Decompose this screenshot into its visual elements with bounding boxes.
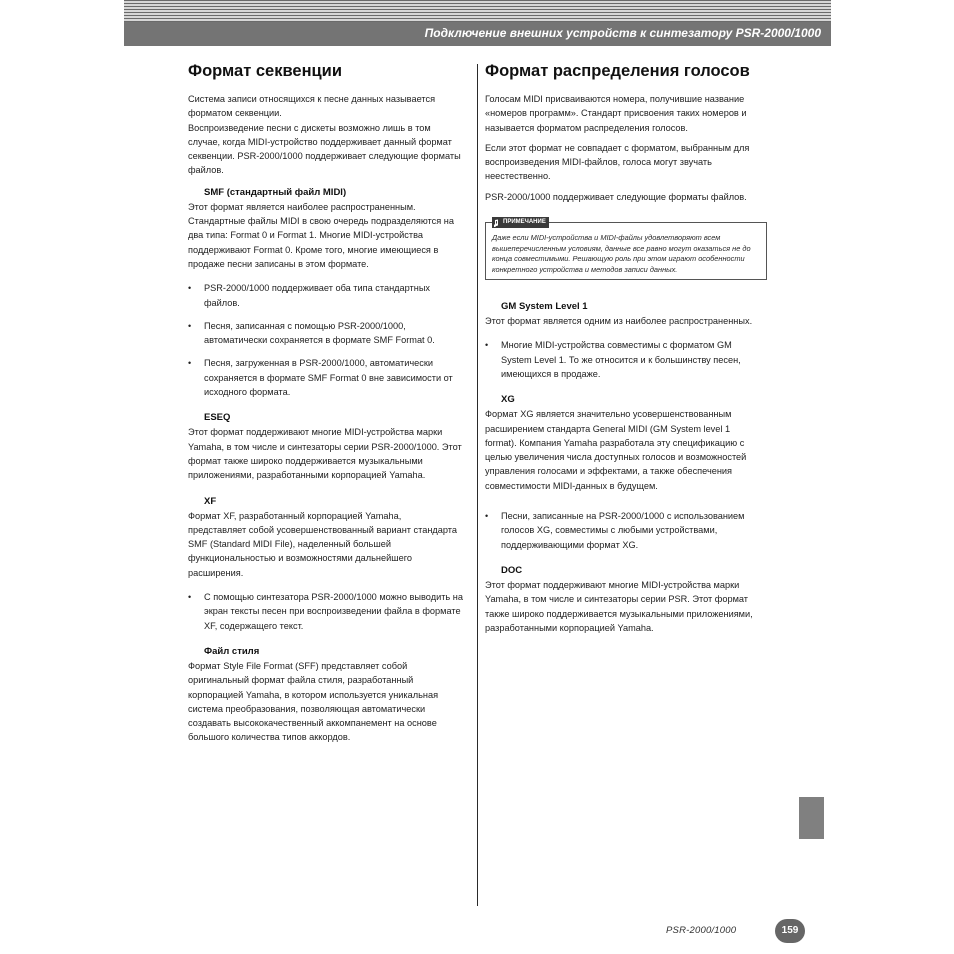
header-bar [124, 22, 831, 46]
text-line: исходного формата. [204, 387, 291, 398]
text-line: система преобразования, позволяющая автоматически [188, 703, 426, 714]
subheading-style-file: Файл стиля [204, 645, 260, 657]
text-line: Песня, записанная с помощью PSR-2000/1000, [204, 320, 406, 331]
note-box [485, 219, 767, 280]
text-line: файлов. [188, 165, 224, 176]
subheading-xf: XF [204, 495, 217, 507]
text-line: продаже песни записаны в этом формате. [188, 258, 369, 269]
text-line: функциональностью и возможностями дальнейшего [188, 553, 412, 564]
text-line: «номеров программ». Стандарт присвоения таких номеров и [485, 108, 747, 119]
text-line: формат также широко поддерживается музыкальными [188, 455, 423, 466]
text-line: форматом секвенции. [188, 108, 282, 119]
text-line: С помощью синтезатора PSR-2000/1000 можно выводить на [204, 592, 463, 603]
text-line: конкретного устройства и методов записи данных. [492, 264, 678, 274]
bullet-item [188, 319, 470, 348]
text-line: Этот формат поддерживают многие MIDI-устройства марки [188, 427, 443, 438]
voice-para-2 [485, 141, 767, 184]
text-line: файлов. [204, 297, 240, 308]
bullet-dot: • [188, 358, 192, 369]
subheading-gm: GM System Level 1 [501, 301, 588, 313]
bullet-dot: • [485, 340, 489, 351]
text-line: автоматически сохраняется в формате SMF Format 0. [204, 335, 435, 346]
text-line: целью увеличения числа доступных голосов и возможностей [485, 452, 747, 463]
text-line: конца совместимыми. Решающую роль при этом играют особенности [492, 254, 745, 264]
text-line: приложениями, разработанными корпорацией Yamaha. [188, 470, 426, 481]
text-line: Даже если MIDI-устройства и MIDI-файлы удовлетворяют всем [492, 233, 721, 243]
bullet-dot: • [188, 320, 192, 331]
style-paragraph [188, 659, 470, 745]
text-line: Стандартные файлы MIDI в свою очередь подразделяются на [188, 216, 454, 227]
text-line: Этот формат поддерживают многие MIDI-устройства марки [485, 579, 740, 590]
section-heading-voice-allocation: Формат распределения голосов [485, 62, 750, 80]
text-line: Формат Style File Format (SFF) представляет собой [188, 660, 408, 671]
text-line: неестественно. [485, 171, 551, 182]
text-line: поддерживающими формат XG. [501, 539, 639, 550]
note-text [492, 233, 760, 275]
subheading-doc: DOC [501, 564, 523, 576]
text-line: Воспроизведение песни с дискеты возможно лишь в том [188, 122, 431, 133]
bullet-item [485, 509, 767, 552]
xg-paragraph [485, 407, 767, 493]
column-divider [477, 64, 478, 906]
subheading-xg: XG [501, 394, 515, 406]
section-heading-sequence-format: Формат секвенции [188, 62, 342, 80]
text-line: расширением стандарта General MIDI (GM System level 1 [485, 423, 731, 434]
text-line: Yamaha, в том числе и синтезаторы серии PSR-2000/1000. Этот [188, 441, 462, 452]
text-line: воспроизведения MIDI-файлов, голоса могут звучать [485, 157, 712, 168]
text-line: расширения. [188, 567, 244, 578]
smf-paragraph [188, 200, 470, 271]
text-line: Голосам MIDI присваиваются номера, получившие название [485, 94, 745, 104]
text-line: System Level 1. То же относится и к большинству песен, [501, 354, 741, 365]
text-line: случае, когда MIDI-устройство поддерживает данный формат [188, 136, 452, 147]
voice-para-3 [485, 190, 767, 204]
text-line: format). Компания Yamaha разработала эту спецификацию с [485, 437, 745, 448]
bullet-item [485, 338, 767, 381]
text-line: также широко поддерживается музыкальными приложениями, [485, 608, 753, 619]
bullet-item [188, 281, 470, 310]
text-line: PSR-2000/1000 поддерживает следующие форматы файлов. [485, 191, 747, 202]
text-line: экран тексты песен при воспроизведении файла в формате [204, 606, 461, 617]
text-line: называется форматом распределения голосов. [485, 122, 688, 133]
text-line: вышеперечисленным условиям, данные все равно могут оказаться не до [492, 243, 751, 253]
text-line: два типа: Format 0 и Format 1. Многие MIDI-устройства [188, 230, 423, 241]
text-line: совместимости MIDI-данных в будущем. [485, 480, 658, 491]
text-line: Yamaha, в том числе и синтезаторы серии PSR. Этот формат [485, 594, 749, 605]
intro-paragraph [188, 92, 470, 178]
text-line: Если этот формат не совпадает с форматом, выбранным для [485, 142, 750, 153]
right-column [485, 60, 767, 635]
chapter-side-tab [799, 797, 824, 839]
text-line: имеющихся в продаже. [501, 368, 601, 379]
text-line: Этот формат является одним из наиболее распространенных. [485, 316, 753, 327]
text-line: Система записи относящихся к песне данных называется [188, 94, 436, 104]
text-line: голосов XG, совместимы с любыми устройствами, [501, 525, 718, 536]
text-line: разработанными корпорацией Yamaha. [485, 622, 654, 633]
note-icon [494, 219, 501, 227]
text-line: XF, содержащего текст. [204, 620, 304, 631]
subheading-eseq: ESEQ [204, 412, 231, 424]
text-line: Формат XF, разработанный корпорацией Yamaha, [188, 510, 402, 521]
text-line: Многие MIDI-устройства совместимы с форматом GM [501, 340, 732, 351]
text-line: представляет собой усовершенствованный вариант стандарта [188, 524, 458, 535]
bullet-dot: • [188, 592, 192, 603]
page-number: 159 [775, 919, 805, 943]
note-label [492, 217, 549, 228]
text-line: создавать высококачественный аккомпанемент на основе [188, 718, 437, 729]
bullet-dot: • [188, 283, 192, 294]
text-line: SMF (Standard MIDI File), наделенный большей [188, 539, 391, 550]
footer-model-name: PSR-2000/1000 [666, 925, 737, 936]
text-line: большого количества типов аккордов. [188, 732, 351, 743]
text-line: управления голосами и эффектами, а также обеспечения [485, 466, 733, 477]
doc-paragraph [485, 578, 767, 635]
text-line: Формат XG является значительно усовершенствованным [485, 409, 732, 420]
text-line: Этот формат является наиболее распространенным. [188, 201, 416, 212]
text-line: поддерживают Format 0. Кроме того, многие имеющиеся в [188, 244, 439, 255]
text-line: PSR-2000/1000 поддерживает оба типа стандартных [204, 283, 431, 294]
text-line: секвенции. PSR-2000/1000 поддерживает следующие форматы [188, 151, 461, 162]
xf-paragraph [188, 509, 470, 580]
bullet-item [188, 590, 470, 633]
eseq-paragraph [188, 425, 470, 482]
bullet-dot: • [485, 511, 489, 522]
gm-paragraph [485, 314, 767, 328]
text-line: оригинальный формат файла стиля, разработанный [188, 675, 414, 686]
voice-para-1 [485, 92, 767, 135]
text-line: сохраняется в формате SMF Format 0 вне зависимости от [204, 372, 453, 383]
text-line: Песни, записанные на PSR-2000/1000 с использованием [501, 511, 745, 522]
note-label-text: ПРИМЕЧАНИЕ [503, 219, 546, 226]
text-line: корпорацией Yamaha, в котором используется уникальная [188, 689, 439, 700]
page-header-title: Подключение внешних устройств к синтезатору PSR-2000/1000 [424, 26, 821, 40]
bullet-item [188, 356, 470, 399]
left-column [188, 60, 470, 745]
subheading-smf: SMF (стандартный файл MIDI) [204, 186, 347, 198]
text-line: Песня, загруженная в PSR-2000/1000, автоматически [204, 358, 434, 369]
